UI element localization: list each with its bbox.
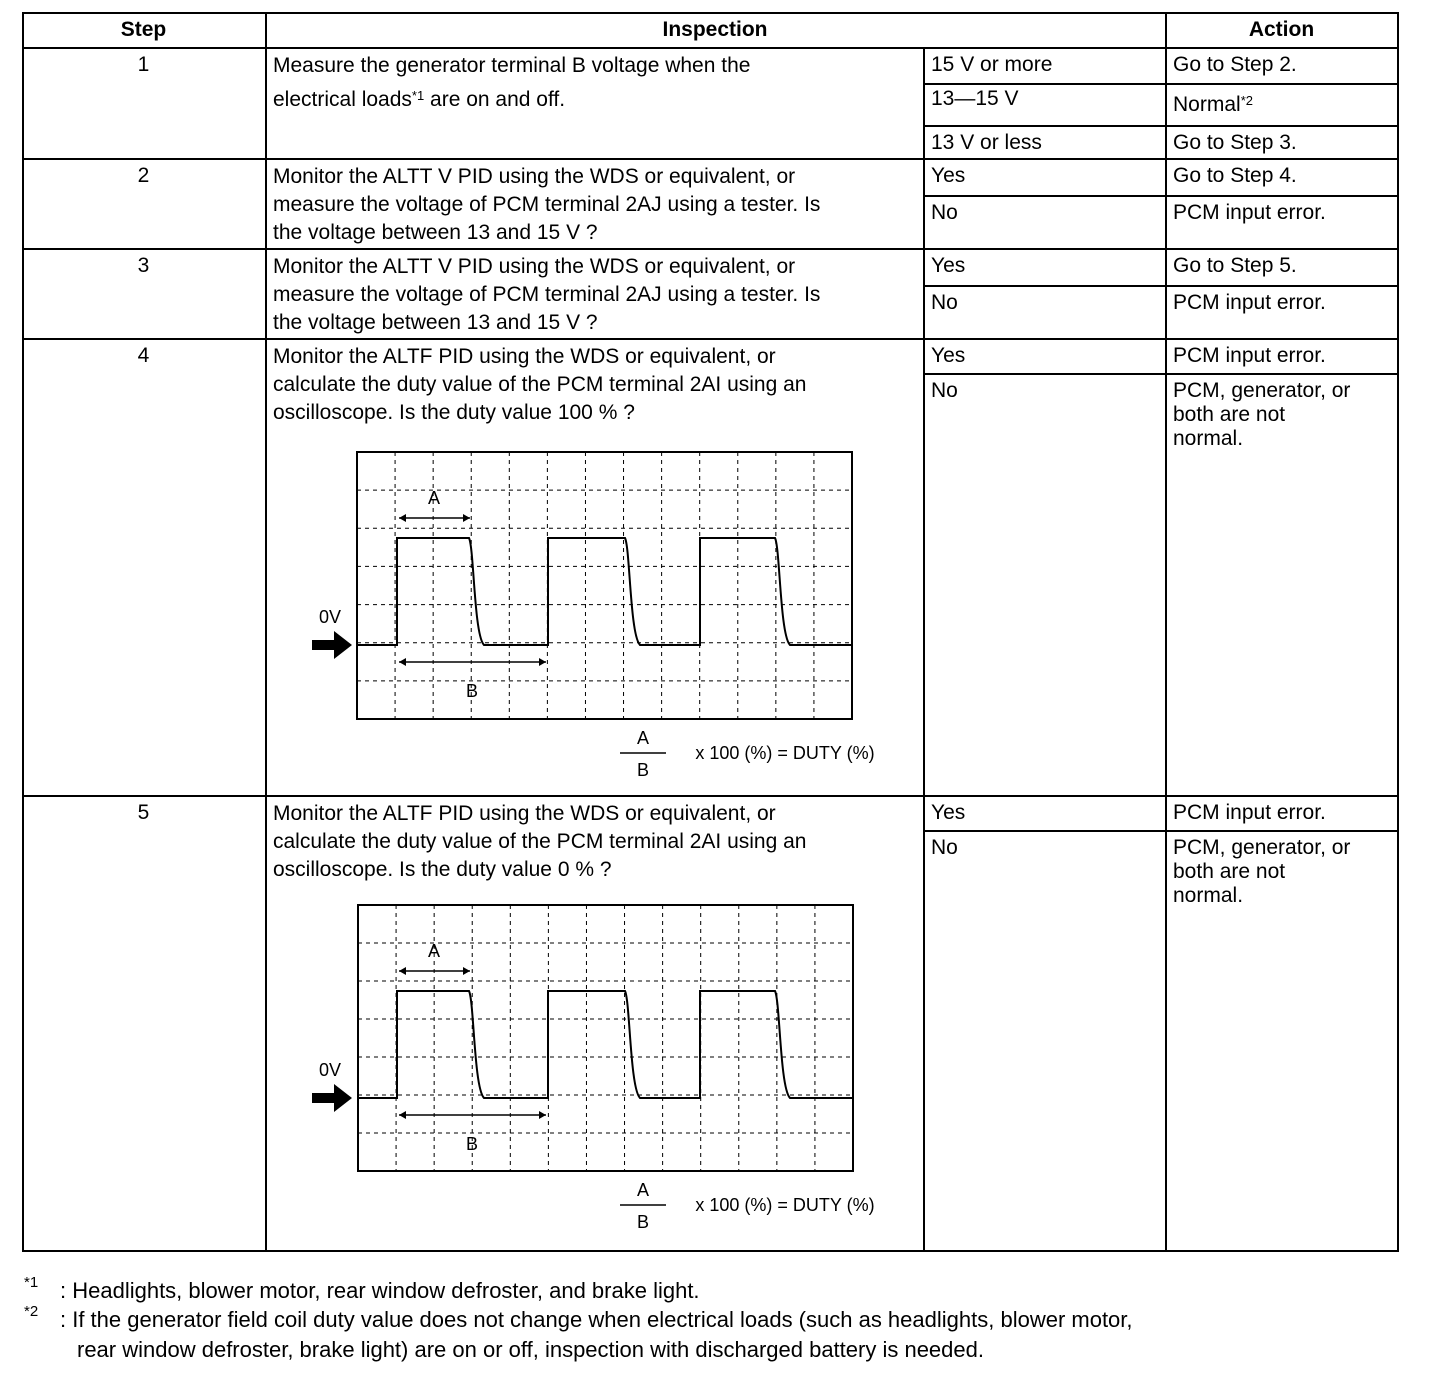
inspection-text: oscilloscope. Is the duty value 0 % ? [273, 858, 612, 881]
result-condition: Yes [931, 164, 966, 187]
step-number: 2 [137, 164, 150, 187]
formula-denominator: B [636, 1212, 650, 1232]
inspection-text: measure the voltage of PCM terminal 2AJ using a tester. Is [273, 193, 821, 216]
waveform [357, 538, 852, 645]
inspection-text: the voltage between 13 and 15 V ? [273, 221, 598, 244]
footnote-ref: *2 [1240, 93, 1253, 108]
result-condition: Yes [931, 344, 966, 367]
zero-volt-label: 0V [318, 607, 342, 627]
label-a: A [427, 941, 441, 961]
action-text: normal. [1173, 427, 1244, 450]
inspection-text: Monitor the ALTF PID using the WDS or equivalent, or [273, 345, 776, 368]
action-text: PCM input error. [1173, 801, 1326, 824]
inspection-text: electrical loads$^{*1}$ are on and off. [273, 88, 566, 111]
zero-volt-arrow-icon [312, 631, 352, 659]
footnote-text: : If the generator field coil duty value does not change when electrical loads (such as headlights, blower motor, [60, 1307, 1133, 1332]
result-condition: 15 V or more [931, 53, 1053, 76]
action-text: Go to Step 2. [1173, 53, 1297, 76]
inspection-text: Measure the generator terminal B voltage when the [273, 54, 751, 77]
result-condition: No [931, 201, 958, 224]
footnote-ref: *1 [411, 88, 425, 103]
inspection-text: Monitor the ALTT V PID using the WDS or equivalent, or [273, 255, 796, 278]
action-text: PCM input error. [1173, 291, 1326, 314]
footnote-mark: *2 [24, 1303, 39, 1320]
action-text: both are not [1173, 860, 1286, 883]
action-text: Go to Step 3. [1173, 131, 1297, 154]
header-inspection: Inspection [662, 18, 768, 41]
footnote-text: : Headlights, blower motor, rear window defroster, and brake light. [60, 1278, 700, 1303]
action-text: PCM input error. [1173, 344, 1326, 367]
formula-numerator: A [636, 728, 650, 748]
formula-numerator: A [636, 1180, 650, 1200]
step-number: 1 [137, 53, 150, 76]
label-a: A [427, 488, 441, 508]
action-text: both are not [1173, 403, 1286, 426]
step-number: 3 [137, 254, 150, 277]
zero-volt-label: 0V [318, 1060, 342, 1080]
result-condition: 13—15 V [931, 87, 1019, 110]
inspection-text: calculate the duty value of the PCM terminal 2AI using an [273, 373, 807, 396]
inspection-text: Monitor the ALTF PID using the WDS or equivalent, or [273, 802, 776, 825]
result-condition: No [931, 379, 958, 402]
result-condition: No [931, 836, 958, 859]
result-condition: No [931, 291, 958, 314]
inspection-text: oscilloscope. Is the duty value 100 % ? [273, 401, 635, 424]
action-text: Normal$^{*2}$ [1173, 93, 1253, 116]
inspection-text: the voltage between 13 and 15 V ? [273, 311, 598, 334]
header-action: Action [1248, 18, 1315, 41]
action-text: PCM, generator, or [1173, 836, 1351, 859]
label-b: B [465, 1134, 479, 1154]
duty-formula: x 100 (%) = DUTY (%) [695, 743, 875, 763]
formula-denominator: B [636, 760, 650, 780]
step-number: 4 [137, 344, 150, 367]
label-b: B [465, 681, 479, 701]
inspection-text: measure the voltage of PCM terminal 2AJ using a tester. Is [273, 283, 821, 306]
action-text: Go to Step 5. [1173, 254, 1297, 277]
result-condition: 13 V or less [931, 131, 1042, 154]
action-text: PCM, generator, or [1173, 379, 1351, 402]
waveform [358, 991, 853, 1098]
action-text: normal. [1173, 884, 1244, 907]
footnote-mark: *1 [24, 1274, 39, 1291]
inspection-text: Monitor the ALTT V PID using the WDS or equivalent, or [273, 165, 796, 188]
result-condition: Yes [931, 254, 966, 277]
result-condition: Yes [931, 801, 966, 824]
action-text: PCM input error. [1173, 201, 1326, 224]
inspection-text: calculate the duty value of the PCM terminal 2AI using an [273, 830, 807, 853]
zero-volt-arrow-icon [312, 1084, 352, 1112]
action-text: Go to Step 4. [1173, 164, 1297, 187]
step-number: 5 [137, 801, 150, 824]
duty-formula: x 100 (%) = DUTY (%) [695, 1195, 875, 1215]
footnote-text: rear window defroster, brake light) are on or off, inspection with discharged battery is needed. [77, 1337, 984, 1362]
header-step: Step [120, 18, 167, 41]
